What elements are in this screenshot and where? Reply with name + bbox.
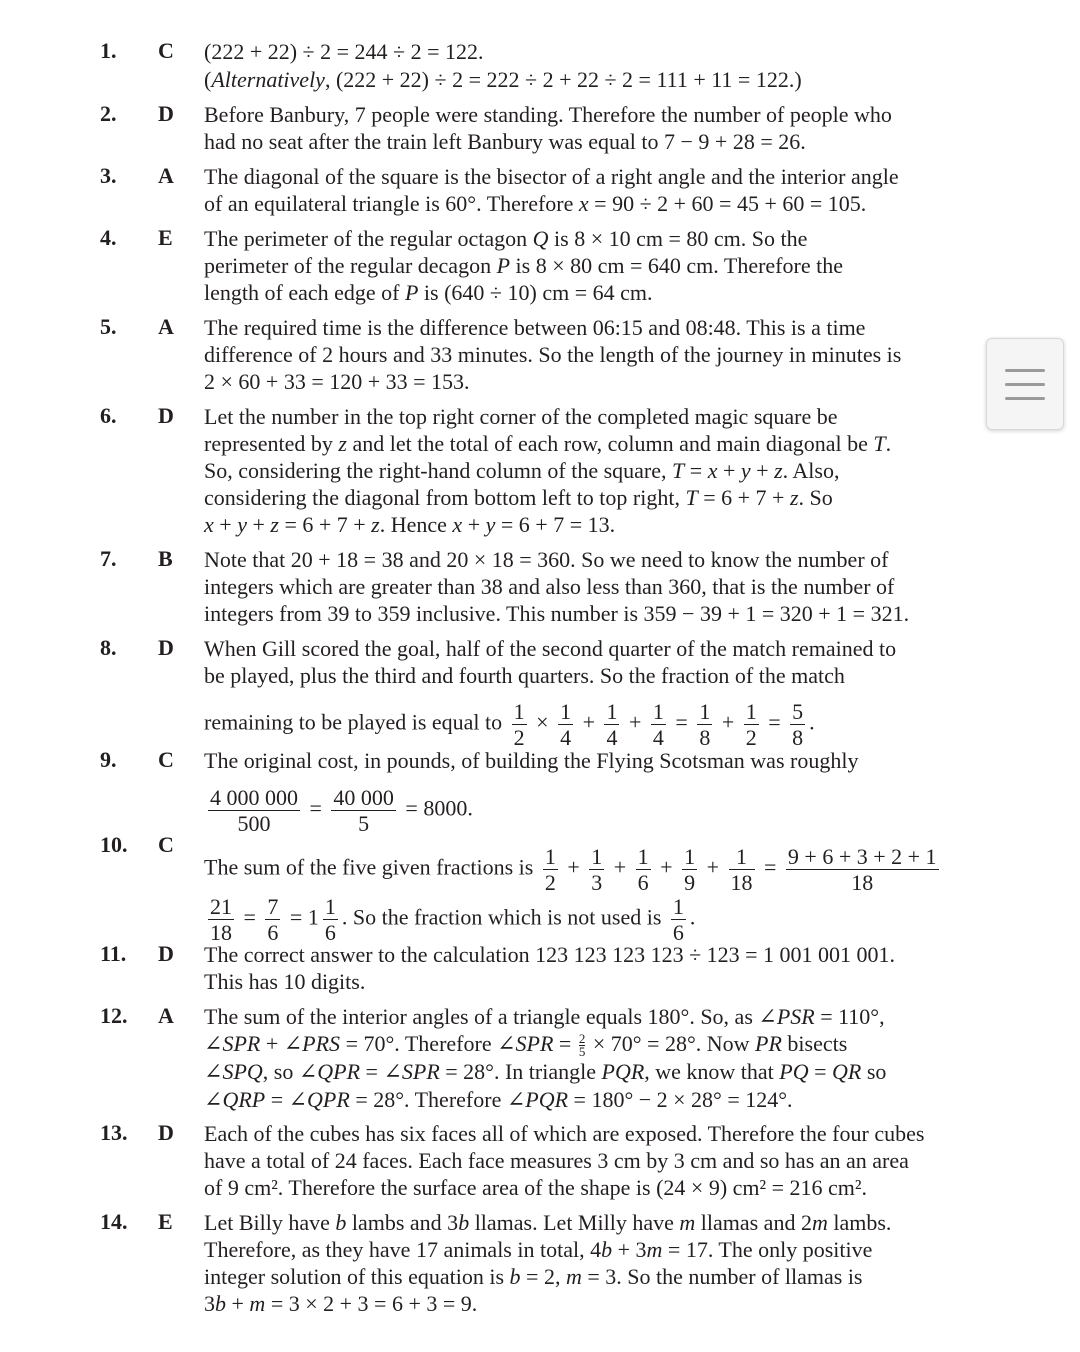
fraction: $\frac{1}{2}$ xyxy=(745,699,757,750)
fraction: $\frac{40 000}{5}$ xyxy=(333,785,394,836)
fraction: $\frac{1}{3}$ xyxy=(591,844,603,895)
solution-line: When Gill scored the goal, half of the second quarter of the match remained to xyxy=(204,636,897,661)
solution-line: ∠SPR + ∠PRS = 70°. Therefore ∠SPR = $\frac{2}{5}$ × 70° = 28°. Now PR bisects xyxy=(204,1031,848,1060)
solution-line: Note that 20 + 18 = 38 and 20 × 18 = 360. So we need to know the number of xyxy=(204,547,889,572)
question-number: 12. xyxy=(100,1003,128,1028)
question-number: 2. xyxy=(100,101,117,126)
fraction: $\frac{1}{6}$ xyxy=(637,844,649,895)
fraction: $\frac{1}{4}$ xyxy=(560,699,572,750)
fraction: $\frac{21}{18}$ xyxy=(210,894,232,945)
solution-line: Let Billy have b lambs and 3b llamas. Let Milly have m llamas and 2m lambs. xyxy=(204,1210,892,1235)
solution-line: had no seat after the train left Banbury was equal to 7 − 9 + 28 = 26. xyxy=(204,129,806,154)
solution-line: of 9 cm². Therefore the surface area of the shape is (24 × 9) cm² = 216 cm². xyxy=(204,1175,867,1200)
question-number: 13. xyxy=(100,1120,128,1145)
solution-line: 3b + m = 3 × 2 + 3 = 6 + 3 = 9. xyxy=(204,1291,478,1316)
answer-letter: D xyxy=(158,101,174,126)
answer-letter: B xyxy=(158,546,173,571)
answer-letter: C xyxy=(158,38,174,63)
question-number: 8. xyxy=(100,635,117,660)
answer-letter: E xyxy=(158,1209,173,1234)
hamburger-menu-button[interactable] xyxy=(986,338,1064,430)
fraction: $\frac{1}{18}$ xyxy=(730,844,753,895)
solution-line: The sum of the five given fractions is $\frac{1}{2}$ + $\frac{1}{3}$ + $\frac{1}{6}$ + $\frac{1}{9}$ + $\frac{1}{18}$ = $\frac{9 + 6 + 3 + 2 + 1}{18}$ xyxy=(204,844,937,895)
fraction: $\frac{1}{6}$ xyxy=(324,894,336,945)
question-number: 3. xyxy=(100,163,117,188)
solution-line: integers from 39 to 359 inclusive. This number is 359 − 39 + 1 = 320 + 1 = 321. xyxy=(204,601,910,626)
solution-line: be played, plus the third and fourth quarters. So the fraction of the match xyxy=(204,663,845,688)
solution-line: length of each edge of P is (640 ÷ 10) cm = 64 cm. xyxy=(204,280,653,305)
fraction: $\frac{5}{8}$ xyxy=(792,699,804,750)
solution-line: difference of 2 hours and 33 minutes. So the length of the journey in minutes is xyxy=(204,342,902,367)
solution-line: Each of the cubes has six faces all of which are exposed. Therefore the four cubes xyxy=(204,1121,925,1146)
solution-line: $\frac{21}{18}$ = $\frac{7}{6}$ = 1 $\frac{1}{6}$ . So the fraction which is not used is $\frac{1}{6}$ . xyxy=(210,894,696,945)
solution-line: ∠SPQ, so ∠QPR = ∠SPR = 28°. In triangle PQR, we know that PQ = QR so xyxy=(204,1059,887,1084)
solution-line: of an equilateral triangle is 60°. Therefore x = 90 ÷ 2 + 60 = 45 + 60 = 105. xyxy=(204,191,867,216)
answer-letter: D xyxy=(158,403,174,428)
fraction: $\frac{2}{5}$ xyxy=(578,1031,586,1060)
fraction: $\frac{4 000 000}{500}$ xyxy=(210,785,298,836)
fraction: $\frac{1}{8}$ xyxy=(699,699,711,750)
question-number: 14. xyxy=(100,1209,128,1234)
fraction: $\frac{7}{6}$ xyxy=(267,894,279,945)
question-number: 10. xyxy=(100,832,128,857)
solution-line: The perimeter of the regular octagon Q is 8 × 10 cm = 80 cm. So the xyxy=(204,226,808,251)
solution-line: This has 10 digits. xyxy=(204,969,366,994)
solution-line: represented by z and let the total of each row, column and main diagonal be T. xyxy=(204,431,892,456)
solution-line: The correct answer to the calculation 123 123 123 123 ÷ 123 = 1 001 001 001. xyxy=(204,942,896,967)
solution-line: remaining to be played is equal to $\frac{1}{2}$ × $\frac{1}{4}$ + $\frac{1}{4}$ + $\frac{1}{4}$ = $\frac{1}{8}$ + $\frac{1}{2}$ = $\frac{5}{8}$ . xyxy=(204,699,815,750)
fraction: $\frac{1}{9}$ xyxy=(684,844,696,895)
answer-letter: D xyxy=(158,941,174,966)
solution-line: ∠QRP = ∠QPR = 28°. Therefore ∠PQR = 180° − 2 × 28° = 124°. xyxy=(204,1087,793,1112)
solution-line: Therefore, as they have 17 animals in total, 4b + 3m = 17. The only positive xyxy=(204,1237,873,1262)
answer-letter: D xyxy=(158,1120,174,1145)
solution-line: So, considering the right-hand column of the square, T = x + y + z. Also, xyxy=(204,458,840,483)
question-number: 1. xyxy=(100,38,117,63)
solution-line: Before Banbury, 7 people were standing. Therefore the number of people who xyxy=(204,102,892,127)
solution-line: The original cost, in pounds, of building the Flying Scotsman was roughly xyxy=(204,748,859,773)
fraction: $\frac{1}{4}$ xyxy=(652,699,664,750)
solution-line: 2 × 60 + 33 = 120 + 33 = 153. xyxy=(204,369,470,394)
answer-letter: A xyxy=(158,314,174,339)
fraction: $\frac{1}{6}$ xyxy=(672,894,684,945)
solution-line: have a total of 24 faces. Each face measures 3 cm by 3 cm and so has an an area xyxy=(204,1148,909,1173)
question-number: 7. xyxy=(100,546,117,571)
fraction: $\frac{1}{2}$ xyxy=(513,699,525,750)
solution-line: (Alternatively, (222 + 22) ÷ 2 = 222 ÷ 2 + 22 ÷ 2 = 111 + 11 = 122.) xyxy=(204,67,802,92)
answer-letter: C xyxy=(158,747,174,772)
solution-line: (222 + 22) ÷ 2 = 244 ÷ 2 = 122. xyxy=(204,39,484,64)
question-number: 6. xyxy=(100,403,117,428)
solution-line: perimeter of the regular decagon P is 8 × 80 cm = 640 cm. Therefore the xyxy=(204,253,843,278)
fraction: $\frac{1}{2}$ xyxy=(544,844,556,895)
question-number: 4. xyxy=(100,225,117,250)
solution-line: The diagonal of the square is the bisector of a right angle and the interior angle xyxy=(204,164,899,189)
solution-line: x + y + z = 6 + 7 + z. Hence x + y = 6 + 7 = 13. xyxy=(204,512,616,537)
solution-line: integer solution of this equation is b = 2, m = 3. So the number of llamas is xyxy=(204,1264,863,1289)
solution-line: Let the number in the top right corner of the completed magic square be xyxy=(204,404,838,429)
fraction: $\frac{9 + 6 + 3 + 2 + 1}{18}$ xyxy=(787,844,937,895)
answer-letter: A xyxy=(158,163,174,188)
solution-line: The sum of the interior angles of a triangle equals 180°. So, as ∠PSR = 110°, xyxy=(204,1004,885,1029)
solution-line: $\frac{4 000 000}{500}$ = $\frac{40 000}{5}$ = 8000. xyxy=(210,785,473,836)
solution-line: considering the diagonal from bottom left to top right, T = 6 + 7 + z. So xyxy=(204,485,833,510)
question-number: 11. xyxy=(100,941,127,966)
answer-letter: D xyxy=(158,635,174,660)
solution-line: The required time is the difference between 06:15 and 08:48. This is a time xyxy=(204,315,866,340)
question-number: 5. xyxy=(100,314,117,339)
answer-letter: C xyxy=(158,832,174,857)
solution-line: integers which are greater than 38 and also less than 360, that is the number of xyxy=(204,574,895,599)
answer-letter: E xyxy=(158,225,173,250)
answer-letter: A xyxy=(158,1003,174,1028)
fraction: $\frac{1}{4}$ xyxy=(606,699,618,750)
question-number: 9. xyxy=(100,747,117,772)
